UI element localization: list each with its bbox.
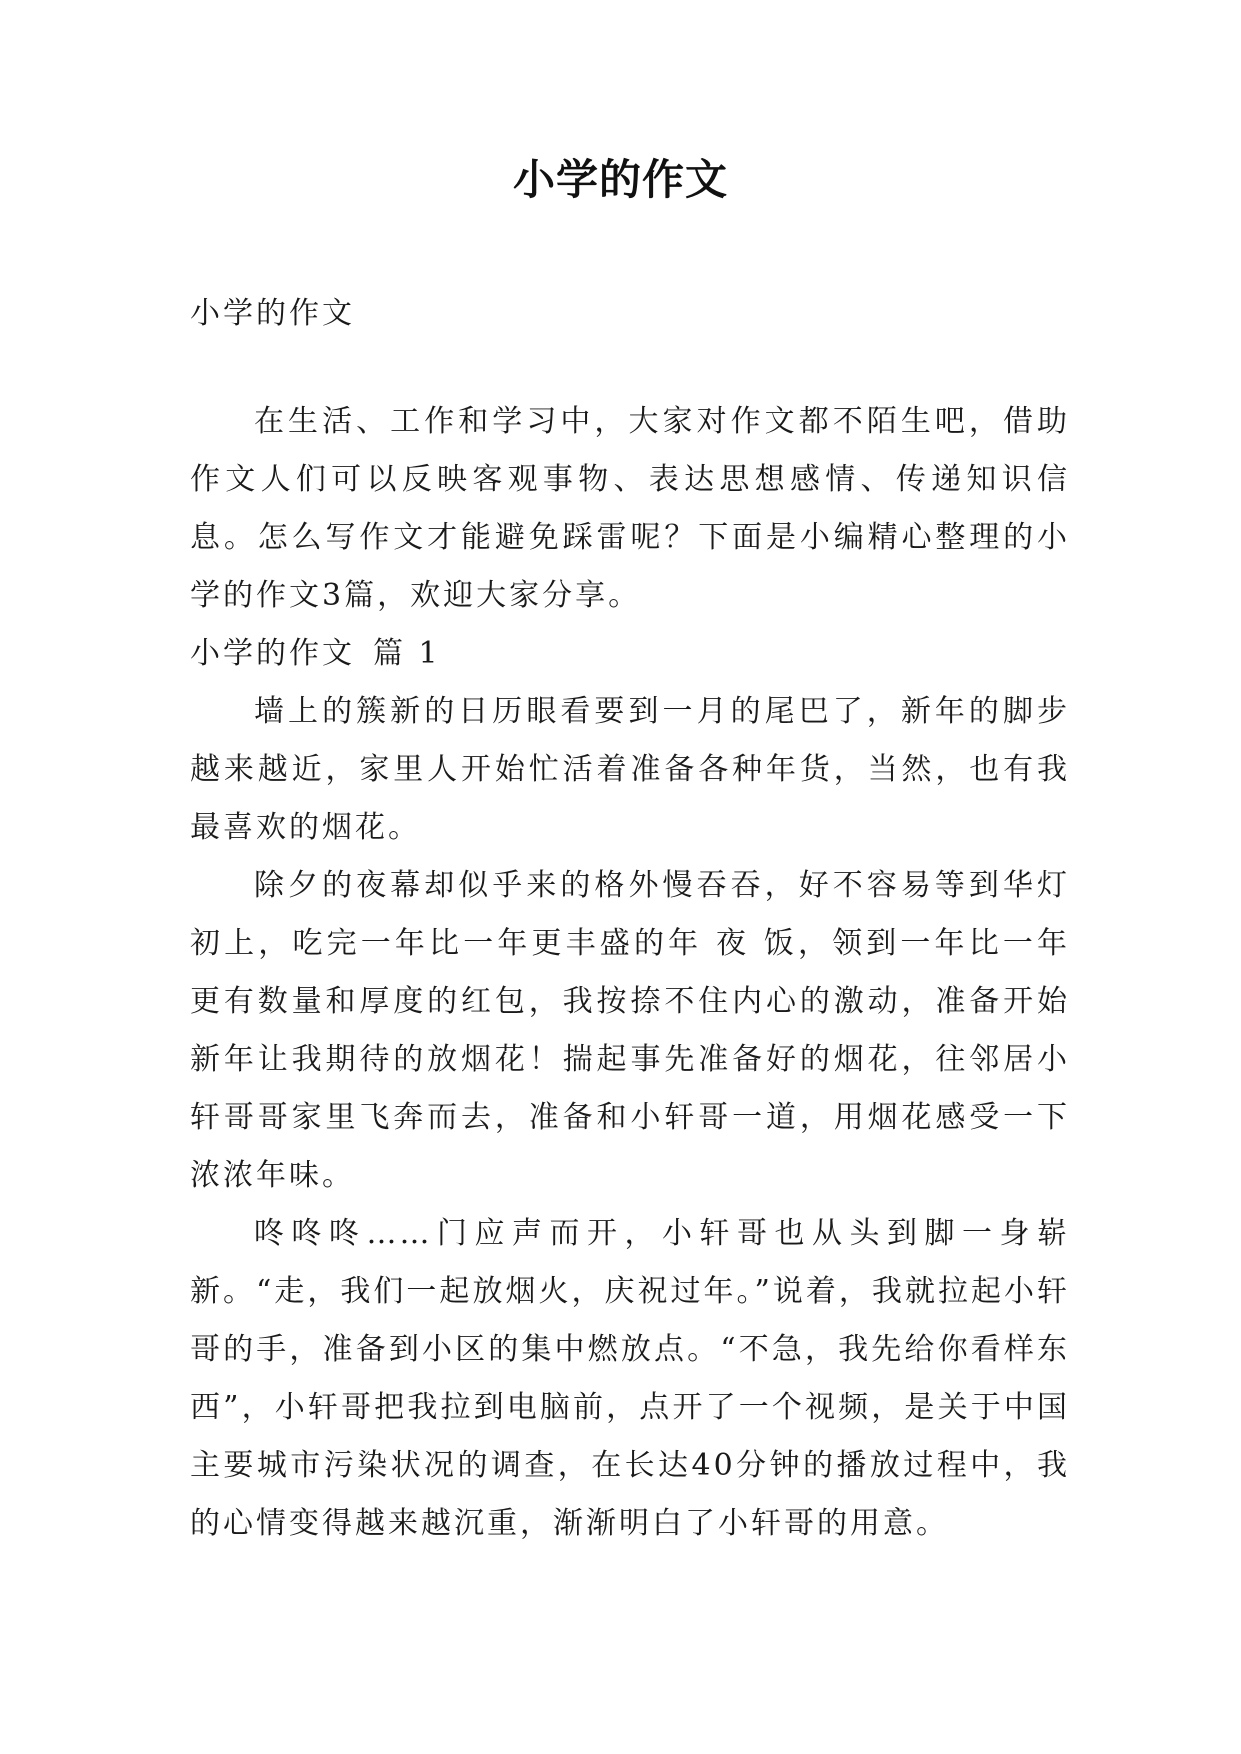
section-heading xyxy=(190,625,1070,683)
document-title: 小学的作文 xyxy=(512,155,728,204)
paragraph-1: 墙上的簇新的日历眼看要到一月的尾巴了，新年的脚步越来越近，家里人开始忙活着准备各种年货，当然，也有我最喜欢的烟花。 xyxy=(190,694,1070,845)
section-heading-number: 篇 1 xyxy=(373,636,441,671)
document-body xyxy=(190,393,1070,1553)
intro-paragraph: 在生活、工作和学习中，大家对作文都不陌生吧，借助作文人们可以反映客观事物、表达思想感情、传递知识信息。怎么写作文才能避免踩雷呢？下面是小编精心整理的小学的作文3篇，欢迎大家分享。 xyxy=(190,404,1070,613)
document-subtitle: 小学的作文 xyxy=(190,296,355,331)
paragraph-2: 除夕的夜幕却似乎来的格外慢吞吞，好不容易等到华灯初上，吃完一年比一年更丰盛的年 夜 饭，领到一年比一年更有数量和厚度的红包，我按捺不住内心的激动，准备开始新年让我期待的放烟花！揣起事先准备好的烟花，往邻居小轩哥哥家里飞奔而去，准备和小轩哥一道，用烟花感受一下浓浓年味。 xyxy=(190,868,1070,1193)
section-heading-text: 小学的作文 xyxy=(190,636,355,671)
paragraph-3: 咚咚咚……门应声而开，小轩哥也从头到脚一身崭新。“走，我们一起放烟火，庆祝过年。”说着，我就拉起小轩哥的手，准备到小区的集中燃放点。“不急，我先给你看样东西”，小轩哥把我拉到电脑前，点开了一个视频，是关于中国主要城市污染状况的调查，在长达40分钟的播放过程中，我的心情变得越来越沉重，渐渐明白了小轩哥的用意。 xyxy=(190,1216,1070,1541)
